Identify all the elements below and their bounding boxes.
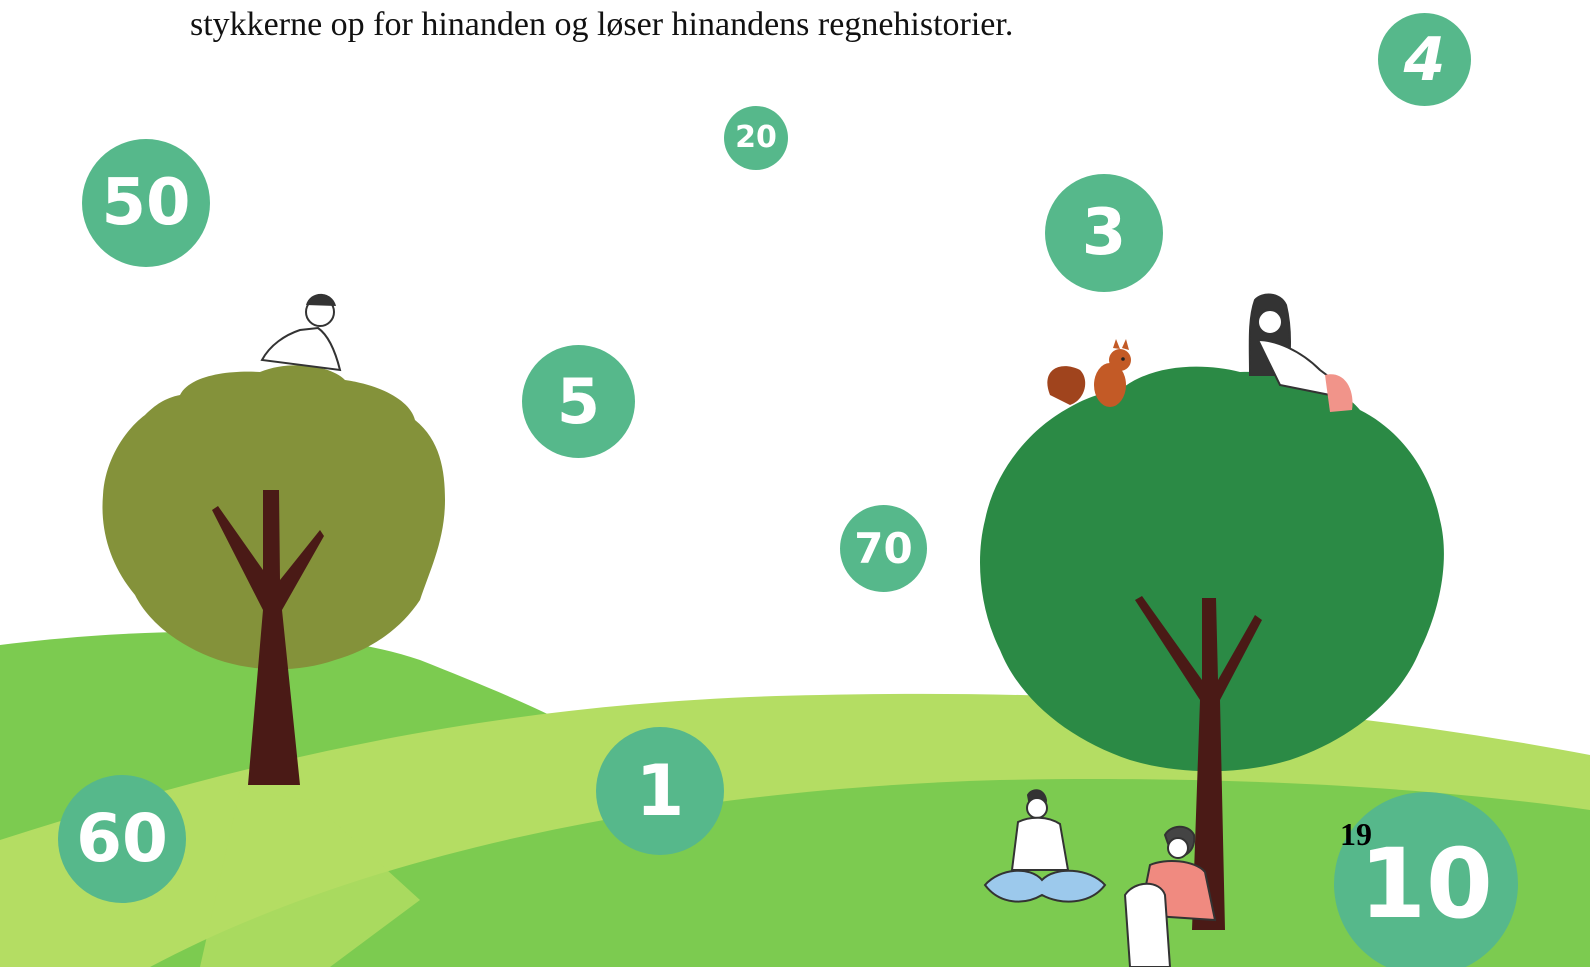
number-circle-70: 70	[840, 505, 927, 592]
page-number: 19	[1340, 816, 1372, 852]
instruction-text: stykkerne op for hinanden og løser hinandens regnehistorier.	[190, 6, 1014, 43]
number-circle-1: 1	[596, 727, 724, 855]
number-circle-20: 20	[724, 106, 788, 170]
number-circle-60: 60	[58, 775, 186, 903]
number-circle-5: 5	[522, 345, 635, 458]
number-circle-50: 50	[82, 139, 210, 267]
person-left-tree	[262, 294, 340, 370]
number-circle-3: 3	[1045, 174, 1163, 292]
number-circle-10: 10	[1334, 792, 1518, 967]
number-circle-4: 4	[1378, 13, 1471, 106]
squirrel	[1047, 339, 1131, 407]
